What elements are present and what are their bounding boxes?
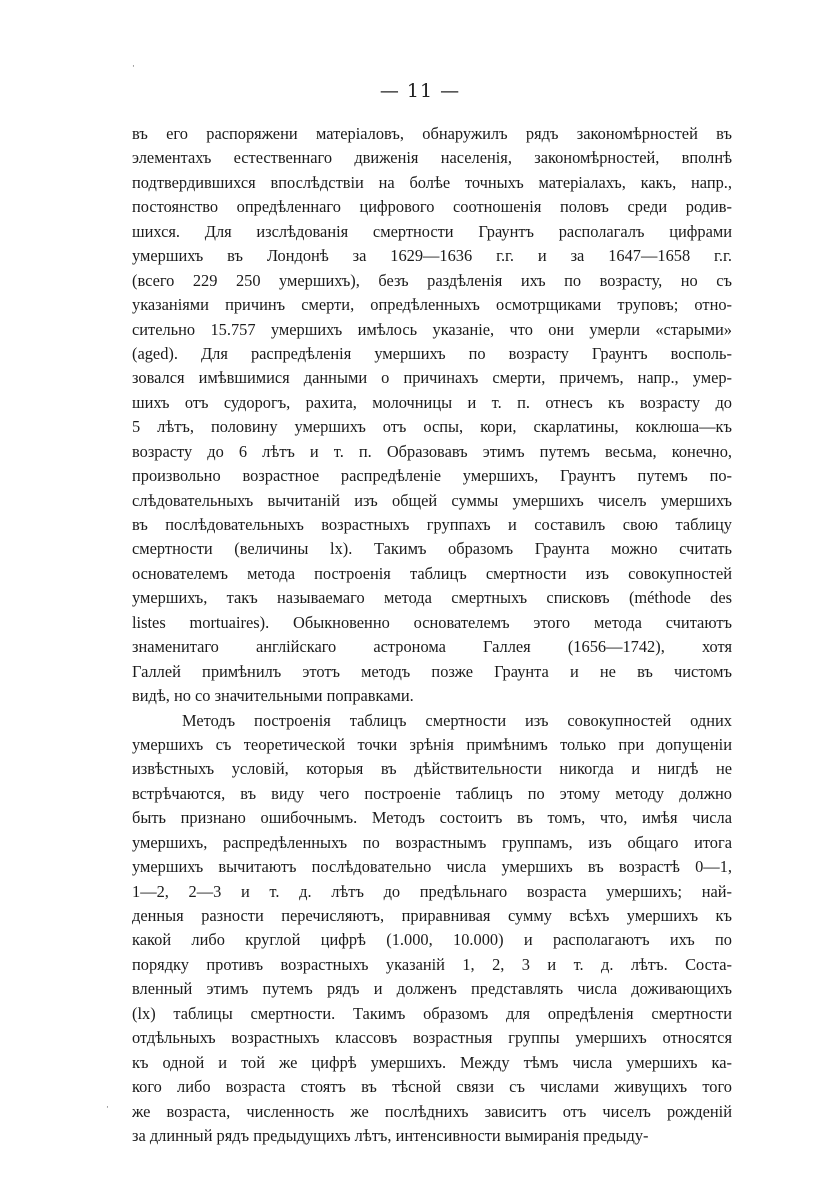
paragraph — [132, 709, 732, 1149]
text-line: умершихъ вычитаютъ послѣдовательно числа умершихъ въ возрастѣ 0—1, — [132, 857, 732, 877]
text-line: шихъ отъ судорогъ, рахита, молочницы и т. п. отнесъ къ возрасту до — [132, 392, 732, 412]
text-line: подтвердившихся впослѣдствіи на болѣе точныхъ матеріалахъ, какъ, напр., — [132, 172, 732, 192]
text-line: смертности (величины lx). Такимъ образомъ Граунта можно считать — [132, 539, 732, 559]
text-line: Галлей примѣнилъ этотъ методъ позже Граунта и не въ чистомъ — [132, 661, 732, 681]
text-line: произвольно возрастное распредѣленіе умершихъ, Граунтъ путемъ по- — [132, 466, 732, 486]
text-line: основателемъ метода построенія таблицъ смертности изъ совокупностей — [132, 563, 732, 583]
text-line: зовался имѣвшимися данными о причинахъ смерти, причемъ, напр., умер- — [132, 368, 732, 388]
text-line: встрѣчаются, въ виду чего построеніе таблицъ по этому методу должно — [132, 783, 732, 803]
text-line: 5 лѣтъ, половину умершихъ отъ оспы, кори, скарлатины, коклюша—къ — [132, 417, 732, 437]
text-line: Методъ построенія таблицъ смертности изъ совокупностей одних — [182, 710, 732, 730]
text-line: отдѣльныхъ возрастныхъ классовъ возрастныя группы умершихъ относятся — [132, 1028, 732, 1048]
text-line: (lx) таблицы смертности. Такимъ образомъ для опредѣленія смертности — [132, 1003, 732, 1023]
text-line: кого либо возраста стоятъ въ тѣсной связи съ числами живущихъ того — [132, 1077, 732, 1097]
text-line: какой либо круглой цифрѣ (1.000, 10.000) и располагаютъ ихъ по — [132, 930, 732, 950]
body-text — [132, 122, 732, 1148]
text-line: знаменитаго англійскаго астронома Галлея (1656—1742), хотя — [132, 637, 732, 657]
text-line: указаніями причинъ смерти, опредѣленныхъ осмотрщиками труповъ; отно- — [132, 295, 732, 315]
text-line: умершихъ въ Лондонѣ за 1629—1636 г.г. и за 1647—1658 г.г. — [132, 246, 732, 266]
text-line: за длинный рядъ предыдущихъ лѣтъ, интенсивности вымиранія предыду- — [132, 1125, 649, 1145]
text-line: порядку противъ возрастныхъ указаній 1, 2, 3 и т. д. лѣтъ. Соста- — [132, 954, 732, 974]
text-line: умершихъ, такъ называемаго метода смертныхъ списковъ (méthode des — [132, 588, 732, 608]
margin-speck: · — [106, 1103, 109, 1113]
text-line: (всего 229 250 умершихъ), безъ раздѣленія ихъ по возрасту, но съ — [132, 270, 732, 290]
text-line: слѣдовательныхъ вычитаній изъ общей суммы умершихъ чиселъ умершихъ — [132, 490, 732, 510]
text-line: (aged). Для распредѣленія умершихъ по возрасту Граунтъ восполь- — [132, 343, 732, 363]
text-line: видѣ, но со значительными поправками. — [132, 686, 414, 706]
page-number: — 11 — — [379, 80, 461, 102]
text-line: вленный этимъ путемъ рядъ и долженъ представлять числа доживающихъ — [132, 979, 732, 999]
text-line: умершихъ съ теоретической точки зрѣнія примѣнимъ только при допущеніи — [132, 734, 732, 754]
text-line: денныя разности перечисляютъ, приравнивая сумму всѣхъ умершихъ къ — [132, 906, 732, 925]
text-line: шихся. Для изслѣдованія смертности Граунтъ располагалъ цифрами — [132, 221, 732, 241]
text-line: возрасту до 6 лѣтъ и т. п. Образовавъ этимъ путемъ весьма, конечно, — [132, 441, 732, 461]
text-line: элементахъ естественнаго движенія населенія, закономѣрностей, вполнѣ — [132, 148, 732, 168]
text-line: въ послѣдовательныхъ возрастныхъ группахъ и составилъ свою таблицу — [132, 515, 732, 534]
text-line: сительно 15.757 умершихъ имѣлось указаніе, что они умерли «старыми» — [132, 319, 732, 339]
text-line: постоянство опредѣленнаго цифрового соотношенія половъ среди родив- — [132, 197, 732, 217]
paragraph — [132, 122, 732, 709]
text-line: же возраста, численность же послѣднихъ зависитъ отъ чиселъ рожденій — [132, 1101, 732, 1121]
text-line: къ одной и той же цифрѣ умершихъ. Между тѣмъ числа умершихъ ка- — [132, 1052, 732, 1072]
text-line: въ его распоряжени матеріаловъ, обнаружилъ рядъ закономѣрностей въ — [132, 124, 732, 143]
text-line: извѣстныхъ условій, которыя въ дѣйствительности никогда и нигдѣ не — [132, 759, 732, 779]
margin-speck: · — [132, 62, 135, 72]
text-line: быть признано ошибочнымъ. Методъ состоитъ въ томъ, что, имѣя числа — [132, 808, 732, 828]
text-line: 1—2, 2—3 и т. д. лѣтъ до предѣльнаго возраста умершихъ; най- — [132, 881, 732, 901]
text-line: умершихъ, распредѣленныхъ по возрастнымъ группамъ, изъ общаго итога — [132, 832, 732, 852]
text-line: listes mortuaires). Обыкновенно основателемъ этого метода считаютъ — [132, 612, 732, 632]
